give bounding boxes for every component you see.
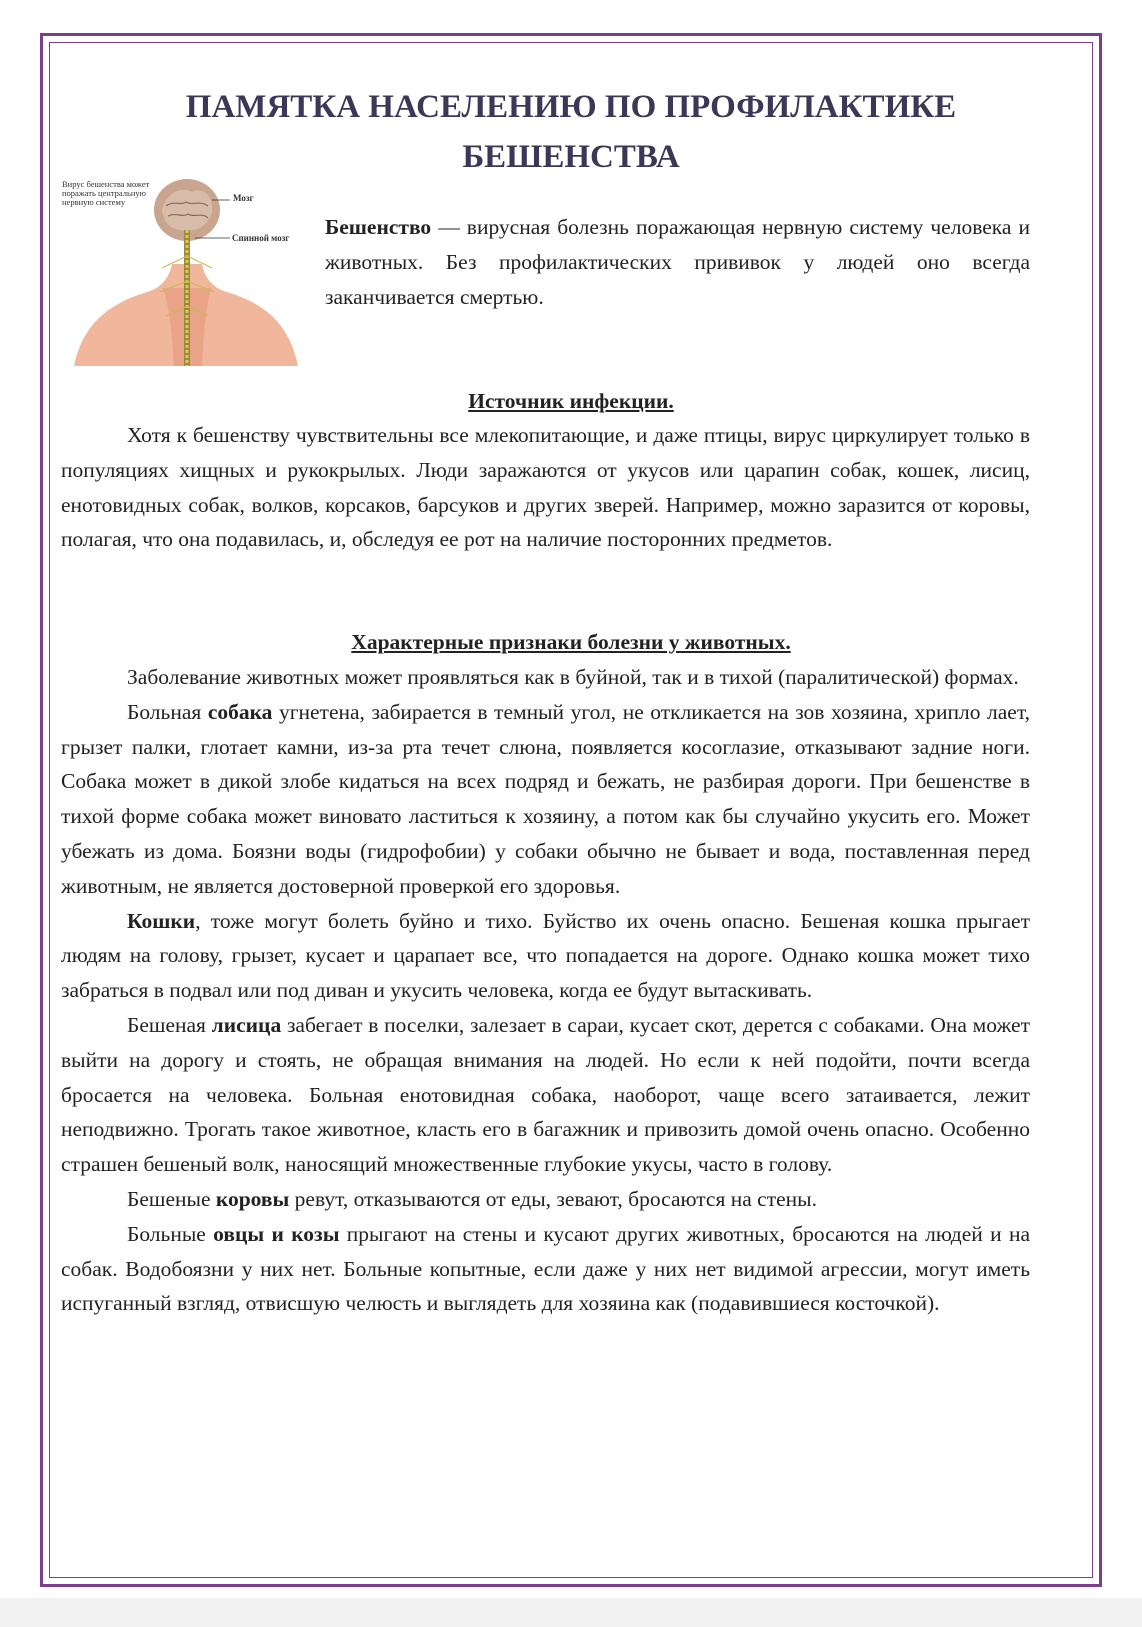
- intro-dash: —: [431, 215, 467, 239]
- cats-term: Кошки: [127, 908, 196, 933]
- illustration-label-brain: Мозг: [233, 193, 254, 203]
- dog-text: угнетена, забирается в темный угол, не откликается на зов хозяина, хрипло лает, грызет палки, глотает камни, из-за рта течет слюна, появляется косоглазие, отказывают задние ноги. Собака может в дикой злобе кидаться на всех подряд и бежать, не разбирая дороги. При бешенстве в тихой форме собака может виновато ластиться к хозяину, а потом как бы случайно укусить его. Может убежать из дома. Боязни воды (гидрофобии) у собаки обычно не бывает и вода, поставленная перед животным, не является достоверной проверкой его здоровья.: [61, 699, 1030, 898]
- illustration-label-spine: Спинной мозг: [232, 233, 290, 243]
- section-disease-signs: [61, 660, 1030, 1321]
- cats-text: , тоже могут болеть буйно и тихо. Буйство их очень опасно. Бешеная кошка прыгает людям на голову, грызет, кусает и царапает все, что попадается на дороге. Однако кошка может тихо забраться в подвал или под диван и укусить человека, когда ее будут вытаскивать.: [61, 908, 1030, 1003]
- sheep-text: прыгают на стены и кусают других животных, бросаются на людей и на собак. Водобоязни у них нет. Больные копытные, если даже у них нет видимой агрессии, могут иметь испуганный взгляд, отвисшую челюсть и выглядеть для хозяина как (подавившиеся косточкой).: [61, 1221, 1030, 1316]
- signs-intro-paragraph: Заболевание животных может проявляться как в буйной, так и в тихой (паралитической) формах.: [127, 665, 1019, 689]
- source-paragraph: Хотя к бешенству чувствительны все млекопитающие, и даже птицы, вирус циркулирует только в популяциях хищных и рукокрылых. Люди заражаются от укусов или царапин собак, кошек, лисиц, енотовидных собак, волков, корсаков, барсуков и других зверей. Например, можно заразится от коровы, полагая, что она подавилась, и, обследуя ее рот на наличие посторонних предметов.: [61, 423, 1030, 552]
- spine-illustration: [62, 176, 310, 376]
- cows-term: коровы: [215, 1186, 290, 1211]
- dog-term: собака: [207, 699, 273, 724]
- page-bottom-strip: [0, 1598, 1142, 1627]
- cows-text: ревут, отказываются от еды, зевают, бросаются на стены.: [289, 1186, 817, 1211]
- section-infection-source: [61, 418, 1030, 557]
- sheep-paragraph: [61, 1217, 1030, 1321]
- cats-paragraph: [61, 904, 1030, 1008]
- dog-paragraph: [61, 695, 1030, 904]
- fox-term: лисица: [211, 1012, 282, 1037]
- dog-pre: Больная: [127, 699, 208, 724]
- intro-term: Бешенство: [325, 215, 432, 239]
- illustration-caption: Вирус бешенства может поражать центральную нервную систему: [62, 179, 150, 207]
- fox-pre: Бешеная: [127, 1012, 212, 1037]
- heading-infection-source: Источник инфекции.: [468, 389, 674, 413]
- page-title: ПАМЯТКА НАСЕЛЕНИЮ ПО ПРОФИЛАКТИКЕ БЕШЕНСТВА: [185, 89, 957, 175]
- intro-paragraph: [325, 210, 1030, 315]
- fox-paragraph: [61, 1008, 1030, 1182]
- sheep-term: овцы и козы: [213, 1221, 340, 1246]
- cows-paragraph: [61, 1182, 1030, 1217]
- sheep-pre: Больные: [127, 1221, 214, 1246]
- heading-disease-signs: Характерные признаки болезни у животных.: [351, 630, 791, 654]
- intro-text: вирусная болезнь поражающая нервную систему человека и животных. Без профилактических прививок у людей оно всегда заканчивается смертью.: [325, 215, 1031, 309]
- fox-text: забегает в поселки, залезает в сараи, кусает скот, дерется с собаками. Она может выйти на дорогу и стоять, не обращая внимания на людей. Но если к ней подойти, почти всегда бросается на человека. Больная енотовидная собака, наоборот, чаще всего затаивается, лежит неподвижно. Трогать такое животное, класть его в багажник и привозить домой очень опасно. Особенно страшен бешеный волк, наносящий множественные глубокие укусы, часто в голову.: [61, 1012, 1030, 1177]
- cows-pre: Бешеные: [127, 1186, 216, 1211]
